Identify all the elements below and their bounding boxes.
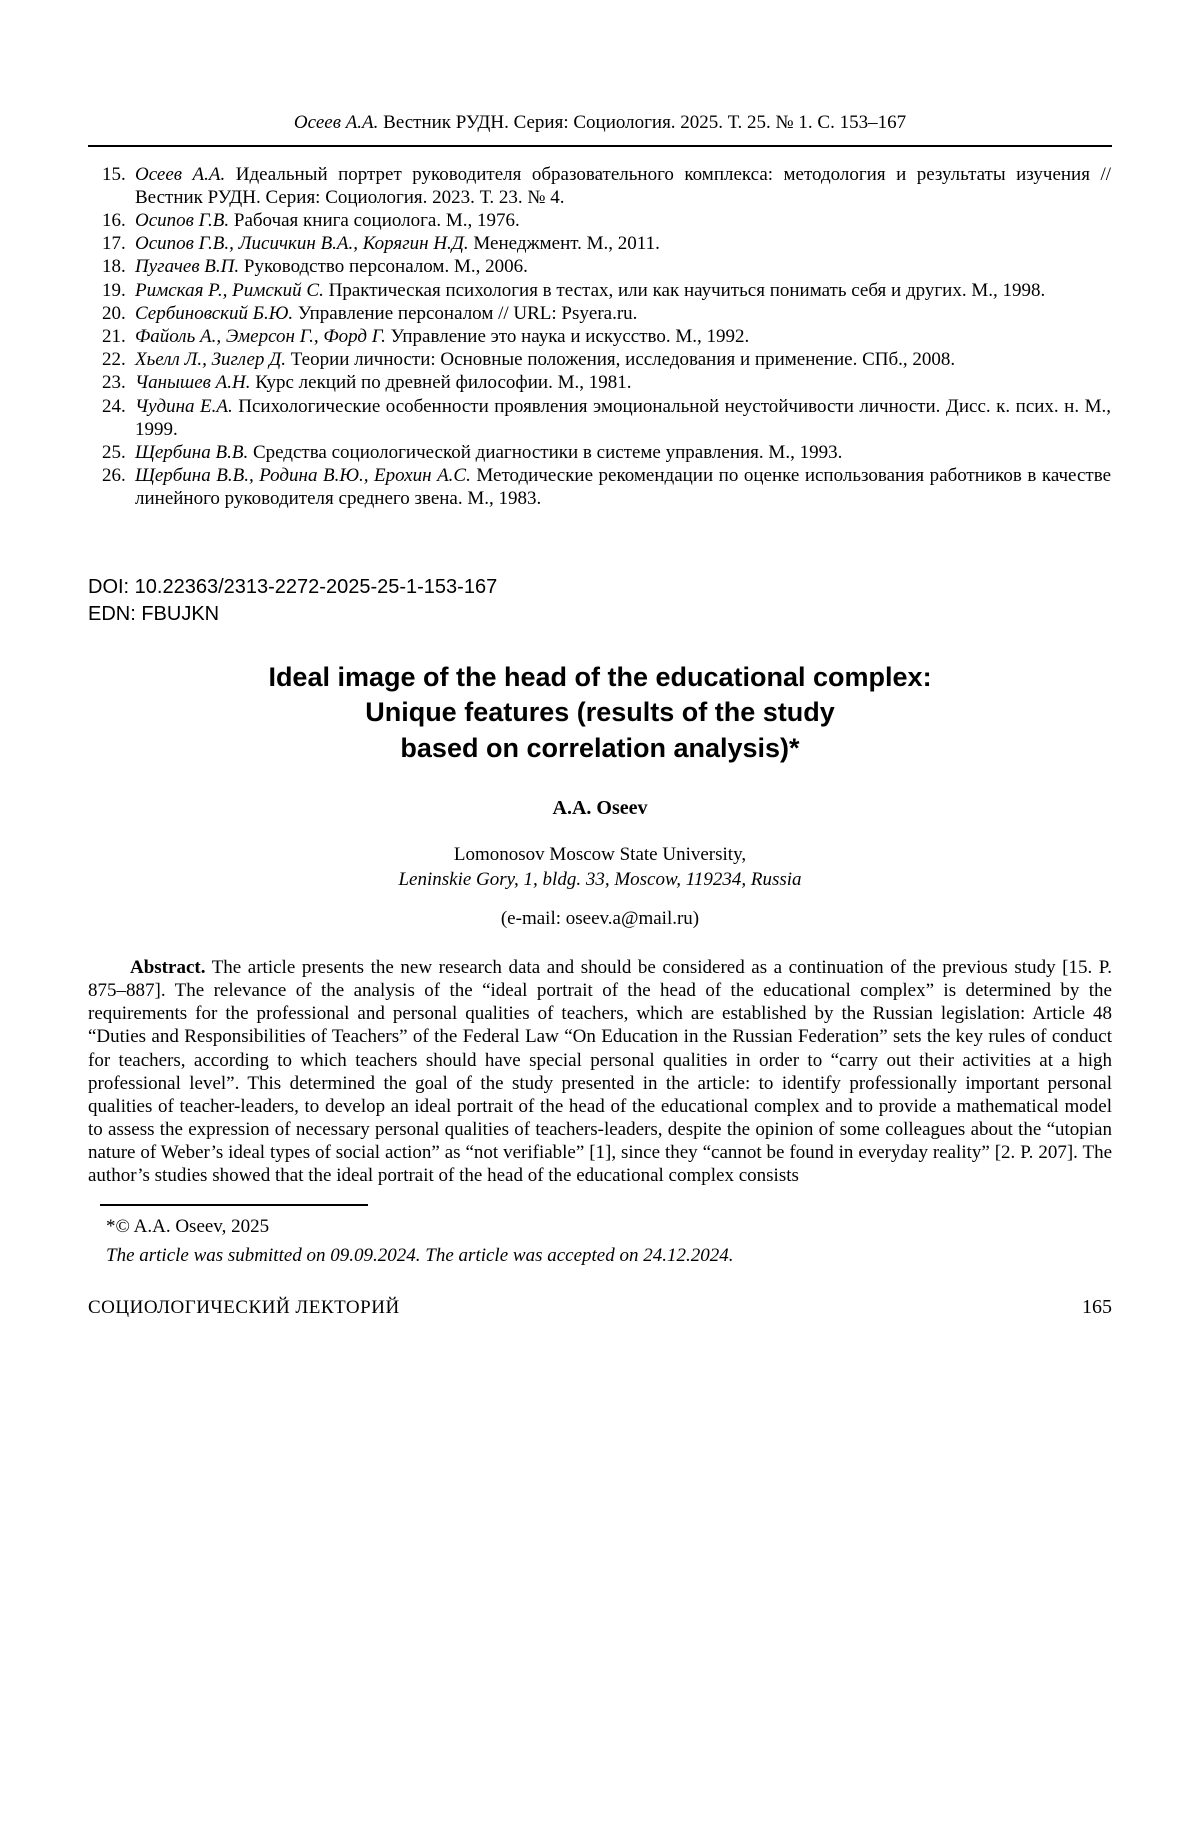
reference-number: 19.: [102, 279, 126, 301]
footnote: [88, 1212, 1112, 1271]
reference-number: 18.: [102, 256, 126, 278]
article-identifiers: [88, 574, 1112, 628]
doi-line: DOI: 10.22363/2313-2272-2025-25-1-153-167: [88, 576, 498, 599]
reference-text: Практическая психология в тестах, или как научиться понимать себя и других. М., 1998.: [328, 279, 1046, 301]
reference-item: [88, 395, 1112, 441]
page-footer: [88, 1296, 1112, 1319]
reference-text: Средства социологической диагностики в системе управления. М., 1993.: [252, 441, 843, 463]
reference-authors: Хьелл Л., Зиглер Д.: [135, 349, 286, 371]
reference-list: [88, 163, 1112, 511]
reference-item: [88, 232, 1112, 255]
edn-line: EDN: FBUJKN: [88, 603, 220, 626]
reference-authors: Осипов Г.В., Лисичкин В.А., Корягин Н.Д.: [135, 233, 469, 255]
reference-text: Рабочая книга социолога. М., 1976.: [233, 210, 520, 232]
affiliation-line-2: Leninskie Gory, 1, bldg. 33, Moscow, 119234, Russia: [398, 868, 802, 890]
affiliation: [88, 842, 1112, 892]
reference-item: [88, 302, 1112, 325]
reference-authors: Осипов Г.В.: [135, 210, 230, 232]
page-number: 165: [1082, 1296, 1112, 1319]
footnote-dates: The article was submitted on 09.09.2024. The article was accepted on 24.12.2024.: [106, 1244, 734, 1266]
reference-item: [88, 371, 1112, 394]
reference-text: Методические рекомендации по оценке использования работников в качестве линейного руководителя среднего звена. М., 1983.: [135, 465, 1111, 510]
reference-item: [88, 255, 1112, 278]
paper-title-line: Ideal image of the head of the educational complex:: [268, 662, 932, 693]
footer-section-label: СОЦИОЛОГИЧЕСКИЙ ЛЕКТОРИЙ: [88, 1297, 400, 1319]
reference-authors: Римская Р., Римский С.: [135, 279, 324, 301]
running-head-citation: Вестник РУДН. Серия: Социология. 2025. Т. 25. № 1. С. 153–167: [383, 112, 907, 133]
reference-number: 20.: [102, 302, 126, 324]
reference-item: [88, 348, 1112, 371]
reference-item: [88, 163, 1112, 209]
reference-text: Управление это наука и искусство. М., 1992.: [390, 326, 750, 347]
reference-authors: Щербина В.В., Родина В.Ю., Ерохин А.С.: [135, 465, 471, 487]
running-head: [88, 112, 1112, 147]
reference-item: [88, 441, 1112, 464]
reference-authors: Сербиновский Б.Ю.: [135, 302, 294, 324]
reference-authors: Чудина Е.А.: [135, 395, 233, 417]
footnote-copyright: *© A.A. Oseev, 2025: [106, 1215, 270, 1237]
paper-title-line: based on correlation analysis)*: [400, 732, 800, 763]
reference-item: [88, 325, 1112, 348]
reference-authors: Файоль А., Эмерсон Г., Форд Г.: [135, 326, 386, 347]
reference-item: [88, 464, 1112, 510]
reference-item: [88, 279, 1112, 302]
reference-number: 24.: [102, 395, 126, 417]
reference-authors: Щербина В.В.: [135, 441, 249, 463]
reference-text: Психологические особенности проявления эмоциональной неустойчивости личности. Дисс. к. псих. н. М., 1999.: [135, 395, 1112, 440]
reference-text: Идеальный портрет руководителя образовательного комплекса: методология и результаты изучения // Вестник РУДН. Серия: Социология. 2023. Т. 23. № 4.: [135, 163, 1111, 208]
reference-authors: Пугачев В.П.: [135, 256, 240, 278]
reference-number: 25.: [102, 441, 126, 463]
reference-number: 21.: [102, 326, 126, 347]
abstract-text: The article presents the new research data and should be considered as a continuation of the previous study [15. P. 875–887]. The relevance of the analysis of the “ideal portrait of the head of the educational complex” is determined by the requirements for the professional and personal qualities of teachers, which are established by the Russian legislation: Article 48 “Duties and Responsibilities of Teachers” of the Federal Law “On Education in the Russian Federation” sets the key rules of conduct for teachers, according to which teachers should have special personal qualities in order to “carry out their activities at a high professional level”. This determined the goal of the study presented in the article: to identify professionally important personal qualities of teacher-leaders, to develop an ideal portrait of the head of the educational complex and to provide a mathematical model to assess the expression of necessary personal qualities of teachers-leaders, despite the opinion of some colleagues about the “utopian nature of Weber’s ideal types of social action” as “not verifiable” [1], since they “cannot be found in everyday reality” [2. P. 207]. The author’s studies showed that the ideal portrait of the head of the educational complex consists: [88, 956, 1112, 1187]
reference-number: 22.: [102, 349, 126, 371]
reference-text: Управление персоналом // URL: Psyera.ru.: [297, 302, 638, 324]
reference-number: 23.: [102, 372, 126, 394]
email-line: (e-mail: oseev.a@mail.ru): [500, 907, 700, 929]
reference-text: Менеджмент. М., 2011.: [473, 233, 660, 255]
reference-text: Теории личности: Основные положения, исследования и применение. СПб., 2008.: [290, 349, 956, 371]
reference-item: [88, 209, 1112, 232]
reference-number: 16.: [102, 210, 126, 232]
abstract-label: Abstract.: [130, 956, 206, 978]
paper-title-line: Unique features (results of the study: [365, 697, 835, 728]
footnote-separator: [100, 1204, 368, 1206]
reference-number: 26.: [102, 465, 126, 487]
paper-title: [88, 660, 1112, 765]
reference-text: Руководство персоналом. М., 2006.: [243, 256, 528, 278]
affiliation-line-1: Lomonosov Moscow State University,: [453, 843, 747, 865]
reference-text: Курс лекций по древней философии. М., 1981.: [255, 372, 632, 394]
reference-authors: Чанышев А.Н.: [135, 372, 251, 394]
author-name: A.A. Oseev: [552, 796, 648, 819]
reference-authors: Осеев А.А.: [135, 163, 226, 185]
abstract-paragraph: [88, 956, 1112, 1188]
reference-number: 17.: [102, 233, 126, 255]
running-head-author: Осеев А.А.: [293, 112, 379, 133]
reference-number: 15.: [102, 163, 126, 185]
